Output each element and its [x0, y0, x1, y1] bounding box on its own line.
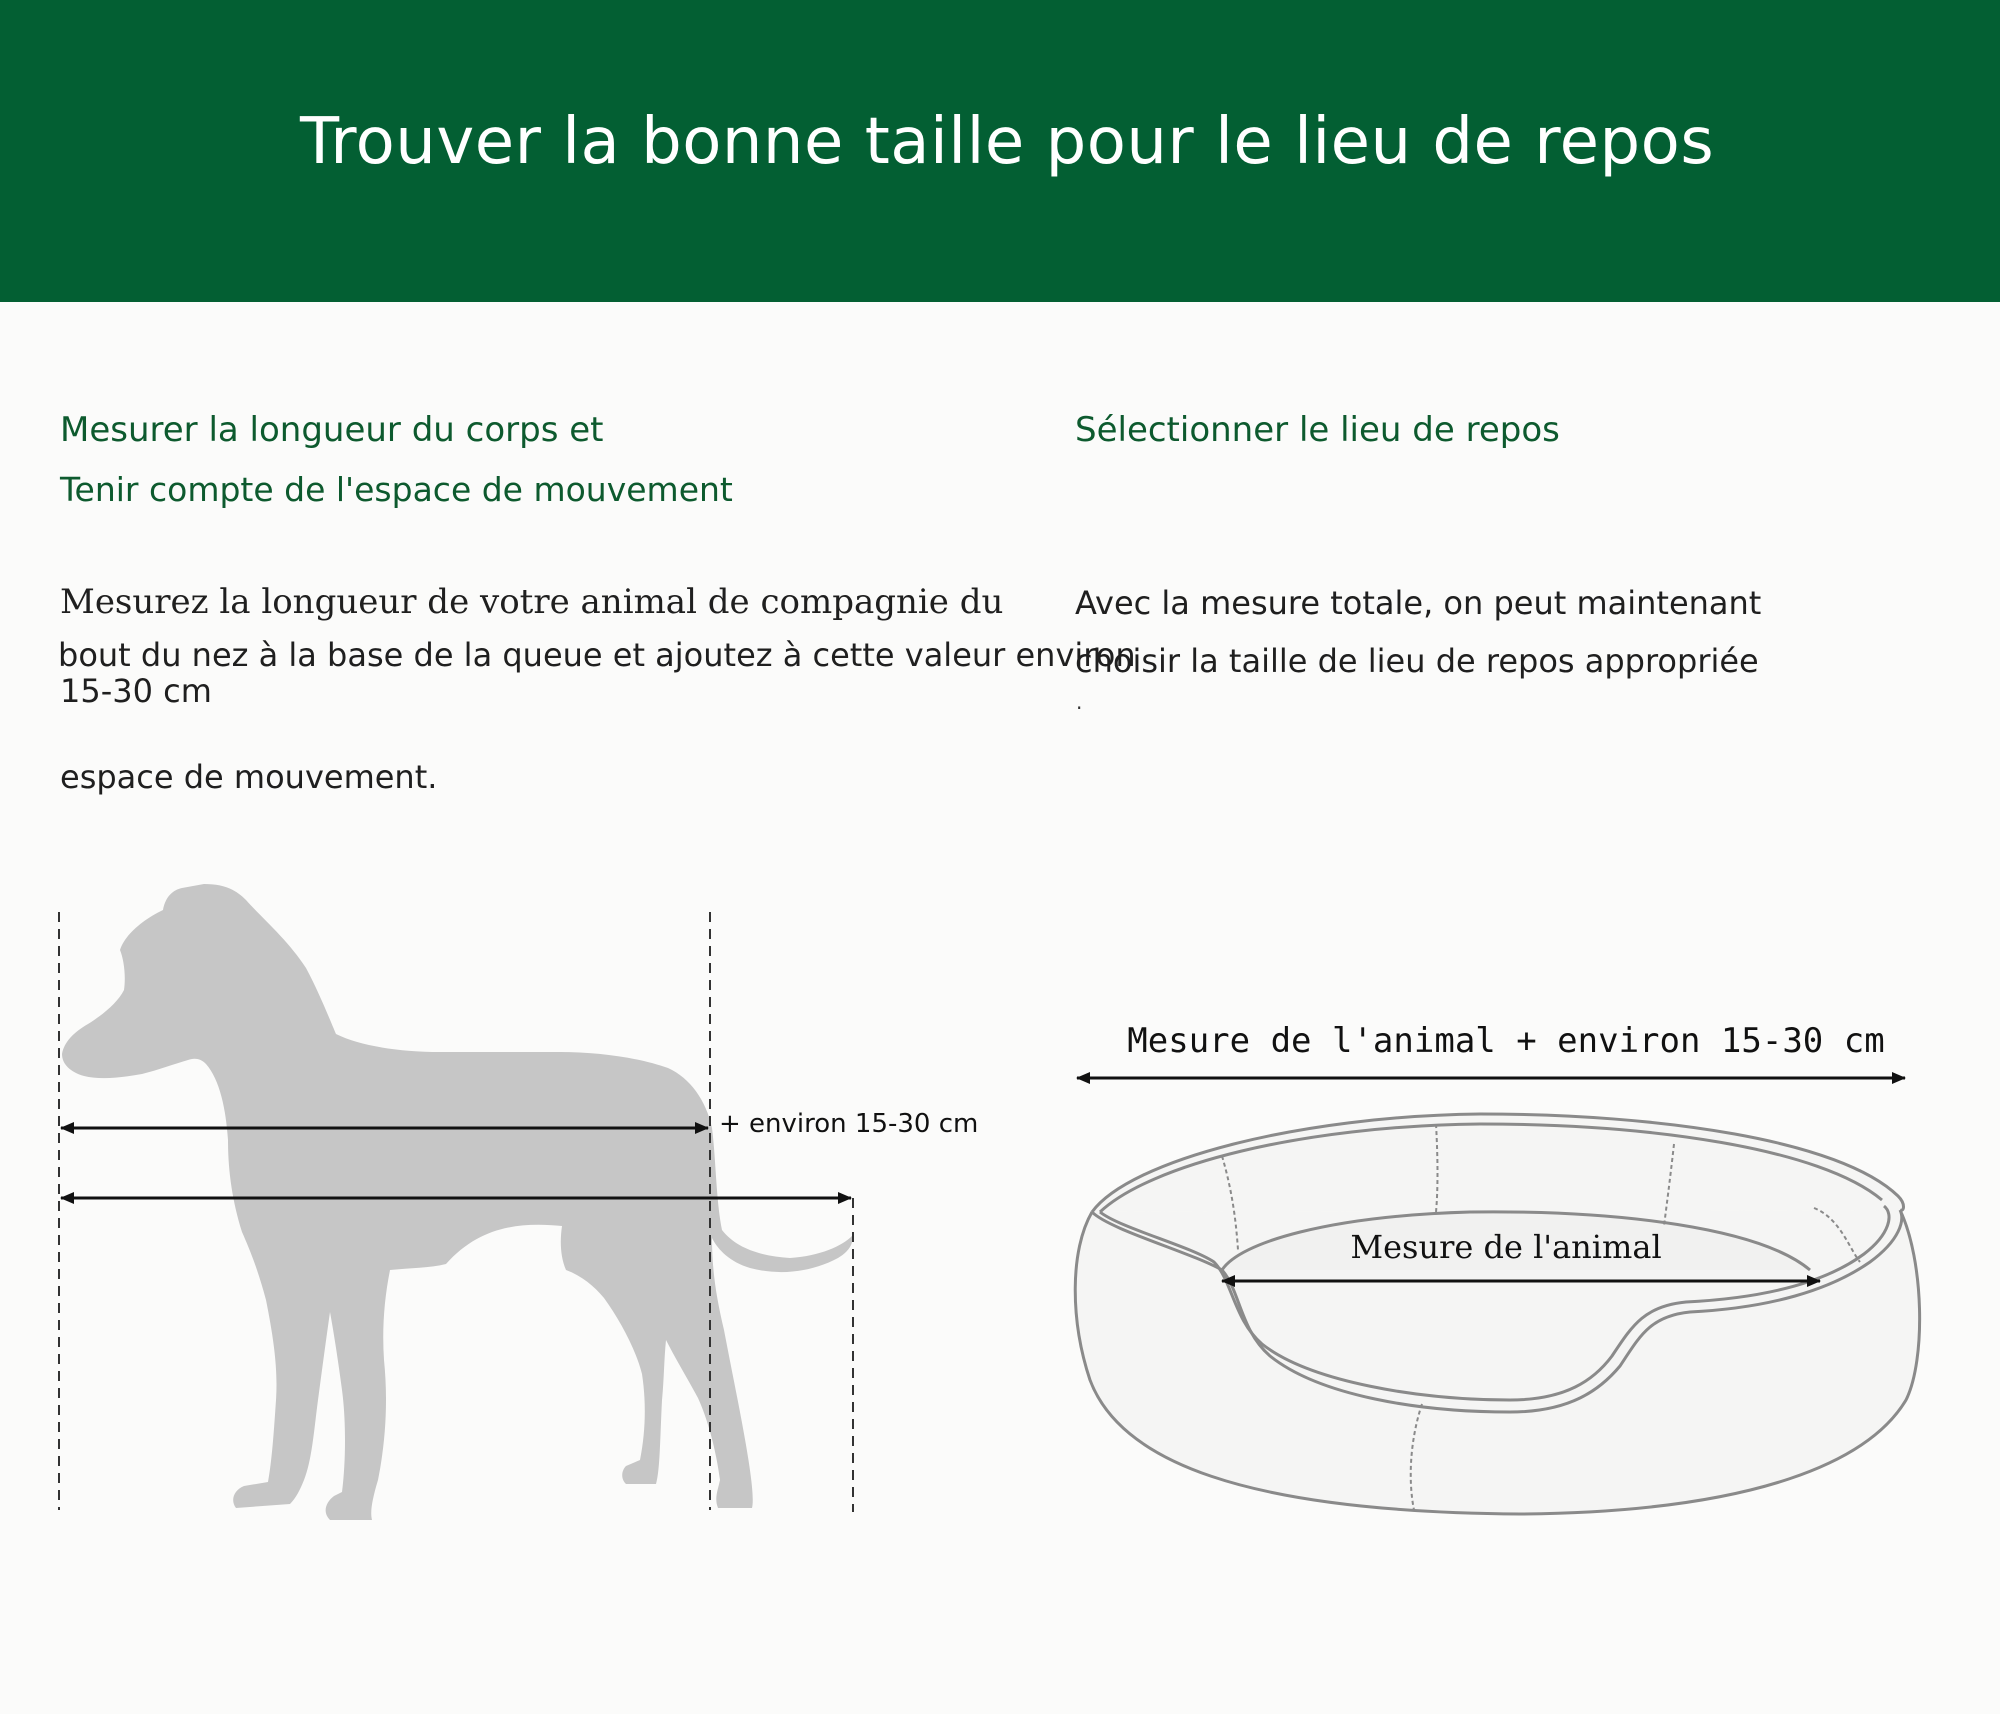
extra-space-label: + environ 15-30 cm: [719, 1109, 979, 1139]
right-body-line1: Avec la mesure totale, on peut maintenant: [1075, 584, 1762, 622]
left-heading-line1: Mesurer la longueur du corps et: [60, 410, 604, 450]
left-body-line4: espace de mouvement.: [60, 758, 438, 796]
right-heading: Sélectionner le lieu de repos: [1075, 410, 1560, 450]
left-body-line2: bout du nez à la base de la queue et ajoutez à cette valeur environ: [58, 636, 1136, 674]
left-heading-line2: Tenir compte de l'espace de mouvement: [60, 470, 733, 509]
page-title: Trouver la bonne taille pour le lieu de repos: [300, 105, 1715, 179]
pet-bed-icon: [1075, 1114, 1919, 1514]
right-body-line3: .: [1076, 690, 1083, 714]
dog-silhouette-icon: [62, 884, 852, 1520]
bed-total-label: Mesure de l'animal + environ 15-30 cm: [1127, 1021, 1885, 1061]
right-body-line2: choisir la taille de lieu de repos appropriée: [1075, 642, 1759, 680]
left-body-line1: Mesurez la longueur de votre animal de compagnie du: [60, 582, 1004, 622]
left-body-line3: 15-30 cm: [60, 672, 212, 710]
bed-inner-label: Mesure de l'animal: [1350, 1228, 1662, 1266]
